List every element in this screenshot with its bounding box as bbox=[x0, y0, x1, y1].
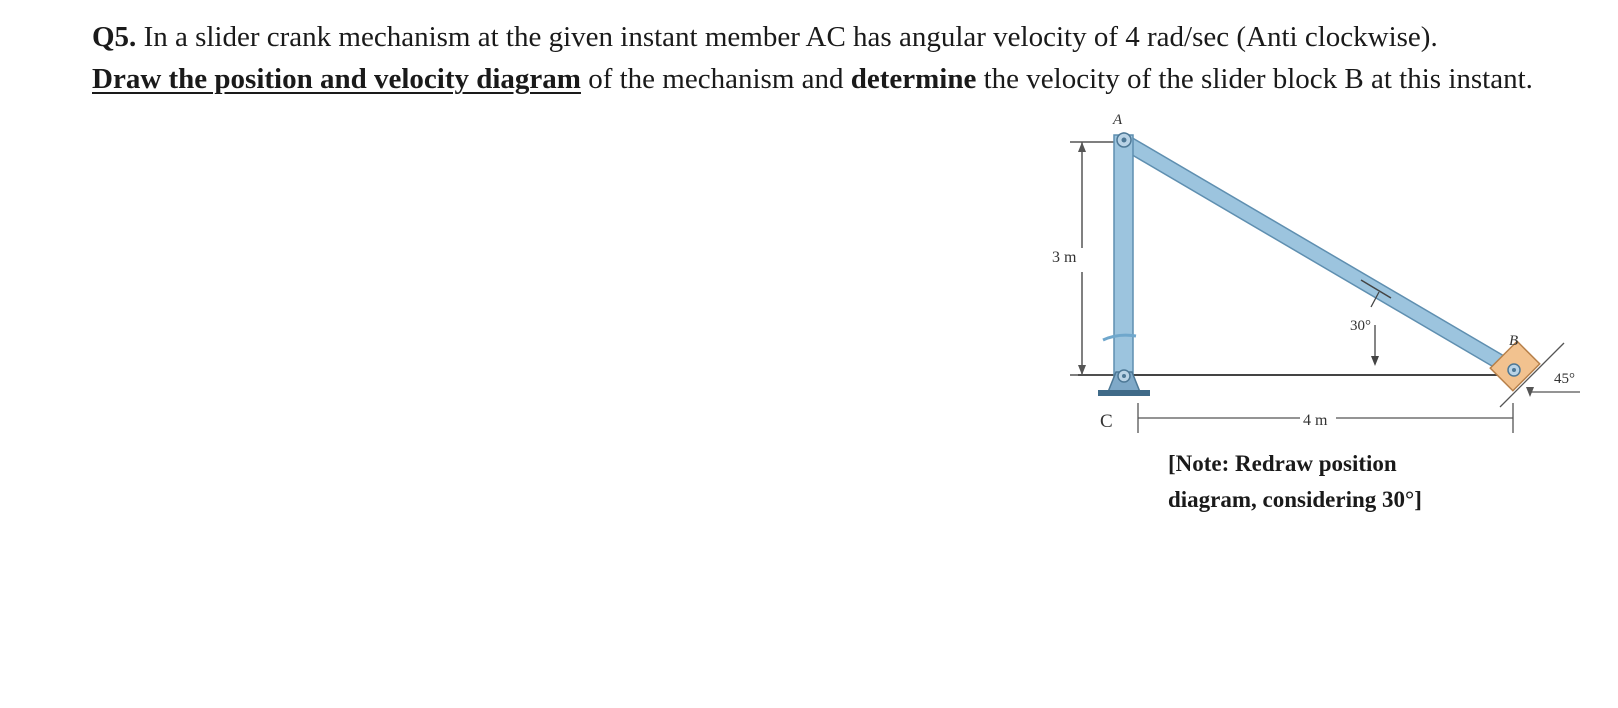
angle-30-label: 30° bbox=[1350, 318, 1371, 334]
question-connector: of the mechanism and bbox=[580, 63, 851, 95]
label-c: C bbox=[1100, 411, 1113, 432]
dimension-3m bbox=[1052, 142, 1118, 375]
question-line1: In a slider crank mechanism at the given instant member AC has angular velocity of 4 rad/sec (Anti clockwise). bbox=[136, 21, 1438, 53]
rod-ab bbox=[1117, 133, 1519, 376]
note-text: [Note: Redraw position diagram, considering 30°] bbox=[1168, 451, 1422, 512]
question-tail: the velocity of the slider block B at this instant. bbox=[976, 63, 1533, 95]
dimension-4m bbox=[1138, 403, 1513, 433]
pin-support-c bbox=[1098, 370, 1150, 396]
instruction-draw-diagram: Draw the position and velocity diagram bbox=[92, 63, 581, 95]
dimension-3m-label: 3 m bbox=[1052, 249, 1077, 266]
instruction-determine: determine bbox=[850, 63, 977, 95]
question-number: Q5. bbox=[92, 21, 137, 53]
label-a: A bbox=[1113, 112, 1123, 128]
member-ac bbox=[1103, 135, 1136, 380]
label-b: B bbox=[1509, 333, 1519, 349]
dimension-4m-label: 4 m bbox=[1303, 412, 1328, 429]
angle-45-label: 45° bbox=[1554, 371, 1575, 387]
